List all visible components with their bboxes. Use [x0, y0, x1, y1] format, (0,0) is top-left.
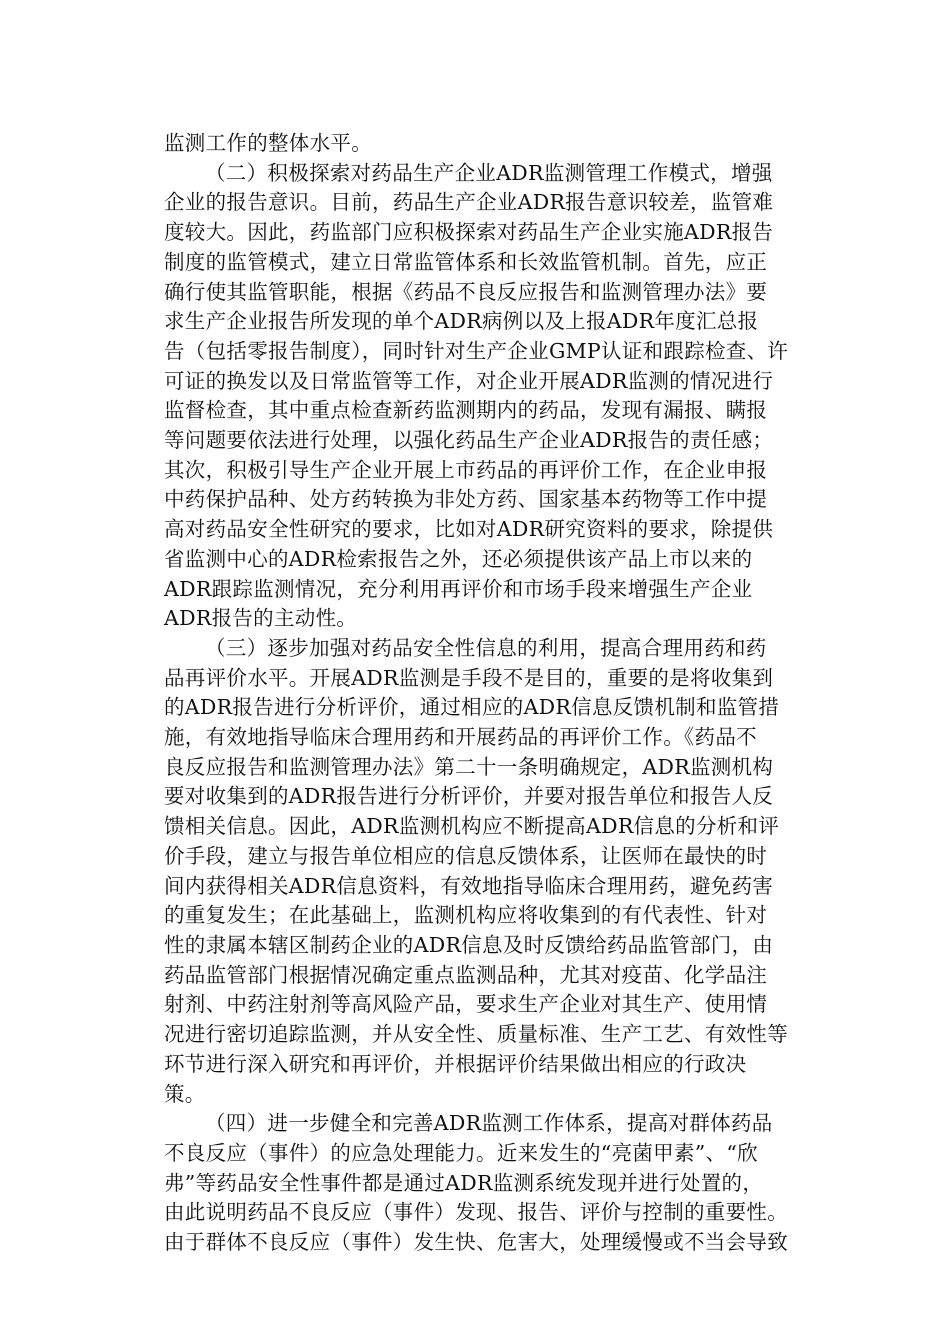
text-line: 药品监管部门根据情况确定重点监测品种，尤其对疫苗、化学品注: [164, 962, 768, 987]
text-line: ADR报告的主动性。: [164, 606, 358, 631]
text-line: 等问题要依法进行处理，以强化药品生产企业ADR报告的责任感；: [164, 428, 774, 453]
document-body: [164, 129, 796, 1258]
text-line: 可证的换发以及日常监管等工作，对企业开展ADR监测的情况进行: [164, 368, 774, 393]
text-line: 况进行密切追踪监测，并从安全性、质量标准、生产工艺、有效性等: [164, 1022, 788, 1047]
text-line: 环节进行深入研究和再评价，并根据评价结果做出相应的行政决: [164, 1051, 747, 1076]
text-line: 监督检查，其中重点检查新药监测期内的药品，发现有漏报、瞒报: [164, 398, 768, 423]
text-line: 确行使其监管职能，根据《药品不良反应报告和监测管理办法》要: [164, 279, 768, 304]
text-line: 间内获得相关ADR信息资料，有效地指导临床合理用药，避免药害: [164, 873, 774, 898]
text-line: 策。: [164, 1081, 206, 1106]
text-line: 不良反应（事件）的应急处理能力。近来发生的“亮菌甲素”、“欣: [164, 1140, 758, 1165]
text-line: 要对收集到的ADR报告进行分析评价，并要对报告单位和报告人反: [164, 784, 774, 809]
text-line: 性的隶属本辖区制药企业的ADR信息及时反馈给药品监管部门，由: [164, 932, 774, 957]
text-line: 的ADR报告进行分析评价，通过相应的ADR信息反馈机制和监管措: [164, 695, 780, 720]
text-line: 制度的监管模式，建立日常监管体系和长效监管机制。首先，应正: [164, 249, 768, 274]
text-line: ADR跟踪监测情况，充分利用再评价和市场手段来增强生产企业: [164, 576, 753, 601]
text-line: 中药保护品种、处方药转换为非处方药、国家基本药物等工作中提: [164, 487, 768, 512]
text-line: 求生产企业报告所发现的单个ADR病例以及上报ADR年度汇总报: [164, 309, 759, 334]
text-line: 施，有效地指导临床合理用药和开展药品的再评价工作。《药品不: [164, 725, 757, 750]
text-line: 品再评价水平。开展ADR监测是手段不是目的，重要的是将收集到: [164, 665, 774, 690]
text-line: 射剂、中药注射剂等高风险产品，要求生产企业对其生产、使用情: [164, 992, 768, 1017]
text-line: 由此说明药品不良反应（事件）发现、报告、评价与控制的重要性。: [164, 1200, 788, 1225]
text-line: 告（包括零报告制度），同时针对生产企业GMP认证和跟踪检查、许: [164, 338, 789, 363]
text-line: 监测工作的整体水平。: [164, 131, 372, 155]
text-line: 馈相关信息。因此，ADR监测机构应不断提高ADR信息的分析和评: [164, 814, 780, 839]
paragraph-start-line: （四）进一步健全和完善ADR监测工作体系，提高对群体药品: [205, 1111, 773, 1136]
text-line: 的重复发生；在此基础上，监测机构应将收集到的有代表性、针对: [164, 903, 768, 928]
text-line: 弗”等药品安全性事件都是通过ADR监测系统发现并进行处置的，: [164, 1170, 764, 1195]
text-line: 高对药品安全性研究的要求，比如对ADR研究资料的要求，除提供: [164, 517, 774, 542]
text-line: 其次，积极引导生产企业开展上市药品的再评价工作，在企业申报: [164, 457, 768, 482]
text-line: 良反应报告和监测管理办法》第二十一条明确规定，ADR监测机构: [164, 754, 774, 779]
text-line: 价手段，建立与报告单位相应的信息反馈体系，让医师在最快的时: [164, 843, 768, 868]
text-line: 由于群体不良反应（事件）发生快、危害大，处理缓慢或不当会导致: [164, 1230, 788, 1255]
paragraph-start-line: （二）积极探索对药品生产企业ADR监测管理工作模式，增强: [205, 160, 773, 185]
text-line: 企业的报告意识。目前，药品生产企业ADR报告意识较差，监管难: [164, 190, 774, 215]
text-line: 省监测中心的ADR检索报告之外，还必须提供该产品上市以来的: [164, 546, 753, 571]
text-line: 度较大。因此，药监部门应积极探索对药品生产企业实施ADR报告: [164, 220, 774, 245]
paragraph-start-line: （三）逐步加强对药品安全性信息的利用，提高合理用药和药: [205, 635, 767, 660]
